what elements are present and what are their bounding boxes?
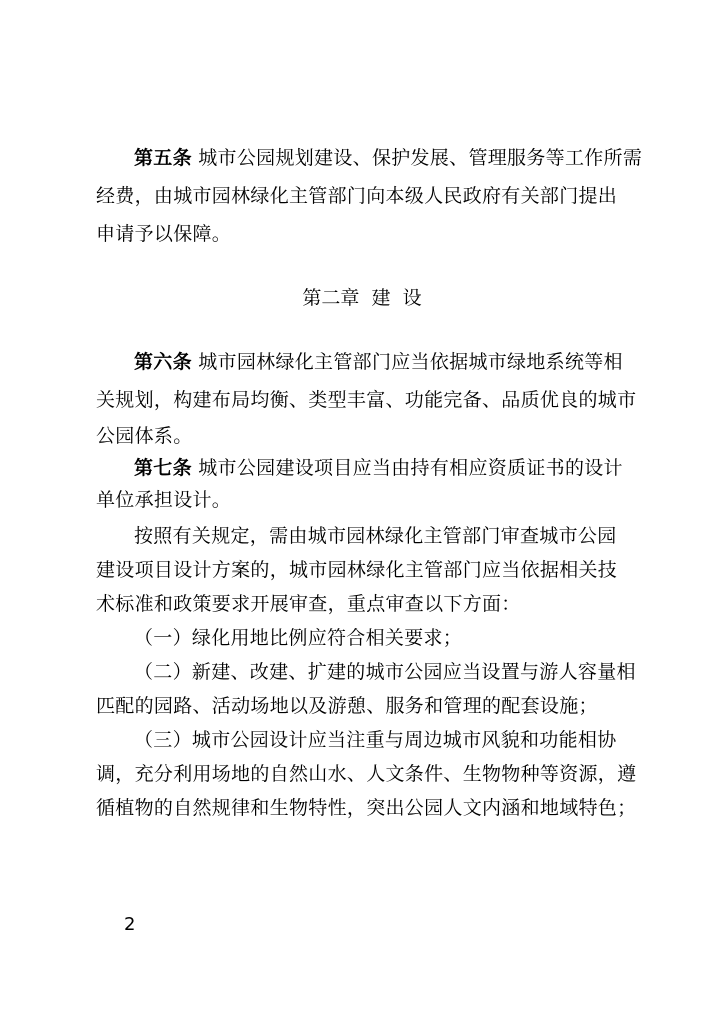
item-2-line-2: 匹配的园路、活动场地以及游憩、服务和管理的配套设施； (96, 695, 598, 717)
article-5-text-1: 城市公园规划建设、保护发展、管理服务等工作所需 (191, 147, 643, 169)
item-2-line-1: （二）新建、改建、扩建的城市公园应当设置与游人容量相 (134, 661, 636, 683)
item-3-line-1: （三）城市公园设计应当注重与周边城市风貌和功能相协 (134, 729, 617, 751)
article-7-text-1: 城市公园建设项目应当由持有相应资质证书的设计 (191, 457, 623, 479)
article-5-line-2: 经费，由城市园林绿化主管部门向本级人民政府有关部门提出 (96, 185, 618, 207)
article-6-line-2: 关规划，构建布局均衡、类型丰富、功能完备、品质优良的城市 (96, 389, 637, 411)
item-3-line-3: 循植物的自然规律和生物特性，突出公园人文内涵和地域特色； (96, 797, 637, 819)
article-5-title: 第五条 (134, 147, 192, 169)
article-7-line-1 (134, 456, 656, 480)
article-5-line-3: 申请予以保障。 (96, 223, 232, 245)
article-5-line-1 (134, 146, 656, 170)
article-6-text-1: 城市园林绿化主管部门应当依据城市绿地系统等相 (191, 351, 623, 373)
paragraph-review-line-2: 建设项目设计方案的，城市园林绿化主管部门应当依据相关技 (96, 559, 618, 581)
article-7-line-2: 单位承担设计。 (96, 489, 232, 511)
article-6-title: 第六条 (134, 351, 192, 373)
article-7-title: 第七条 (134, 457, 192, 479)
paragraph-review-line-3: 术标准和政策要求开展审查，重点审查以下方面： (96, 593, 521, 615)
item-3-line-2: 调，充分利用场地的自然山水、人文条件、生物物种等资源，遵 (96, 763, 637, 785)
chapter-heading: 第二章 建 设 (302, 287, 422, 309)
article-6-line-1 (134, 350, 656, 374)
article-6-line-3: 公园体系。 (96, 425, 193, 447)
item-1-line-1: （一）绿化用地比例应符合相关要求； (134, 627, 463, 649)
paragraph-review-line-1: 按照有关规定，需由城市园林绿化主管部门审查城市公园 (134, 525, 617, 547)
page-number: 2 (124, 914, 136, 935)
